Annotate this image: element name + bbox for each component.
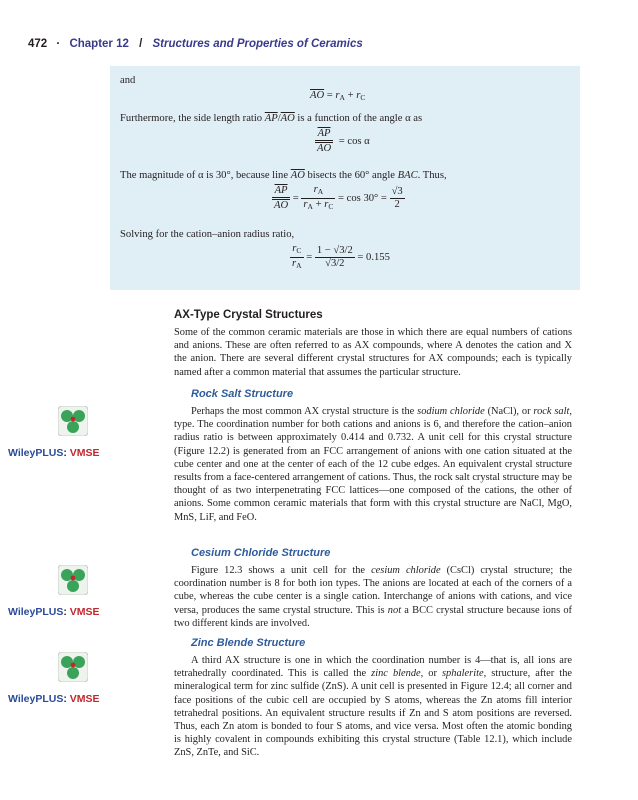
eq4-ra: r [292, 258, 297, 269]
eq2-num: $\overline{AP}$ [315, 128, 333, 143]
box-line-and: and [120, 75, 136, 86]
molecule-icon [58, 565, 88, 595]
box-line-magnitude [120, 169, 447, 182]
eq1-equals: = [326, 90, 333, 101]
vmse-link-cesium-chloride[interactable] [8, 565, 112, 625]
header-separator: / [139, 38, 143, 50]
eq1-plus: + [347, 90, 354, 101]
line3-bac: BAC [397, 170, 418, 181]
eq1-lhs: $\overline{AO}$ [310, 90, 325, 101]
line3-ao: $\overline{AO}$ [290, 170, 305, 181]
equation-thus [272, 184, 405, 213]
eq3-den2-suba: A [307, 202, 313, 211]
box-line-solving: Solving for the cation–anion radius ratio, [120, 229, 295, 240]
line2-ao: $\overline{AO}$ [280, 113, 295, 124]
eq4-result: = 0.155 [357, 251, 390, 263]
eq3-den2-plus: + [312, 199, 325, 210]
section-heading: AX-Type Crystal Structures [174, 309, 323, 321]
eq3-den2-ra: r [303, 199, 308, 210]
eq3-den2-subc: C [328, 202, 334, 211]
section-intro: Some of the common ceramic materials are those in which there are equal numbers of cations and anions. These are often referred to as AX compounds, where A denotes the cation and X the anion. There are several different crystal structures for AX compounds; each is typically named after a common material that assumes the particular structure. [174, 327, 572, 378]
line3-pre: The magnitude of α is 30°, because line [120, 170, 291, 181]
vmse-label[interactable]: WileyPLUS: VMSE [8, 606, 100, 618]
cesium-chloride-paragraph: Figure 12.3 shows a unit cell for the cesium chloride (CsCl) crystal structure; the coordination number is 8 for both ion types. The anions are located at each of the corners of a cube, whereas the cube center is a single cation. Interchange of anions with cations, and vice versa, produces the same crystal structure. This is not a BCC crystal structure because ions of two different kinds are involved. [174, 565, 573, 629]
eq3-num2-r: r [313, 184, 318, 195]
line3-post: . Thus, [417, 170, 447, 181]
equation-radius-ratio [290, 243, 390, 272]
line2-ap: $\overline{AP}$ [264, 113, 278, 124]
molecule-icon [58, 652, 88, 682]
rock-salt-paragraph: Perhaps the most common AX crystal structure is the sodium chloride (NaCl), or rock salt, type. The coordination number for both cations and anions is 6, and therefore the cation–anion radius ratio is between approximately 0.414 and 0.732. A unit cell for this crystal structure (Figure 12.2) is generated from an FCC arrangement of anions with one cation situated at the cube center and one at the center of each of the 12 cube edges. An equivalent crystal structure results from a face-centered arrangement of cations. Thus, the rock salt crystal structure may be thought of as two interpenetrating FCC lattices—one composed of the cations, the other of anions. Some common ceramic materials that form with this crystal structure are NaCl, MgO, MnS, LiF, and FeO. [174, 406, 572, 523]
eq1-ra: r [335, 90, 340, 101]
eq1-ra-sub: A [339, 93, 345, 102]
eq4-den2: √3/2 [325, 258, 345, 269]
running-header [28, 38, 363, 50]
vmse-link-zinc-blende[interactable] [8, 652, 112, 712]
eq3-num3: √3 [391, 186, 403, 197]
equation-ao [310, 90, 365, 102]
box-line-ratio [120, 112, 422, 125]
vmse-label[interactable]: WileyPLUS: VMSE [8, 693, 100, 705]
equation-cos-alpha [315, 128, 370, 155]
eq2-den: AO [317, 143, 332, 154]
chapter-label: Chapter 12 [69, 38, 129, 50]
eq3-eq: = [292, 192, 299, 204]
subsection-cesium-chloride: Cesium Chloride Structure [191, 547, 331, 559]
eq4-eq: = [306, 251, 313, 263]
molecule-icon [58, 406, 88, 436]
eq4-ra-sub: A [296, 261, 302, 270]
example-box [110, 66, 580, 290]
vmse-label[interactable]: WileyPLUS: VMSE [8, 447, 100, 459]
eq3-den1: AO [274, 200, 289, 211]
eq3-num1: $\overline{AP}$ [272, 185, 290, 200]
eq3-den3: 2 [394, 199, 400, 210]
eq1-rc: r [356, 90, 361, 101]
line2-slash: / [277, 113, 281, 124]
subsection-zinc-blende: Zinc Blende Structure [191, 637, 306, 649]
eq4-rc-sub: C [296, 246, 302, 255]
vmse-link-rock-salt[interactable] [8, 406, 112, 466]
eq2-rhs: = cos α [338, 135, 370, 147]
eq1-rc-sub: C [360, 93, 366, 102]
chapter-title: Structures and Properties of Ceramics [152, 38, 363, 50]
eq3-den2-rc: r [324, 199, 329, 210]
line2-post: is a function of the angle α as [294, 113, 423, 124]
page-number: 472 [28, 38, 48, 50]
eq3-cos30: = cos 30° = [338, 192, 387, 204]
line2-pre: Furthermore, the side length ratio [120, 113, 265, 124]
zinc-blende-paragraph: A third AX structure is one in which the coordination number is 4—that is, all ions are tetrahedrally coordinated. This is called the zinc blende, or sphalerite, structure, after the mineralogical term for zinc sulfide (ZnS). A unit cell is presented in Figure 12.4; all corner and face positions of the cubic cell are occupied by S atoms, whereas the Zn atoms fill interior tetrahedral positions. An equivalent structure results if Zn and S atom positions are reversed. Thus, each Zn atom is bonded to four S atoms, and vice versa. Most often the atomic bonding is highly covalent in compounds exhibiting this crystal structure (Table 12.1), which include ZnS, ZnTe, and SiC. [174, 655, 572, 759]
line3-mid: bisects the 60° angle [304, 170, 398, 181]
eq3-num2-sub: A [317, 187, 324, 196]
header-bullet: · [56, 38, 61, 50]
eq4-num2: 1 − √3/2 [316, 245, 353, 256]
subsection-rock-salt: Rock Salt Structure [191, 388, 294, 400]
eq4-rc: r [292, 243, 297, 254]
